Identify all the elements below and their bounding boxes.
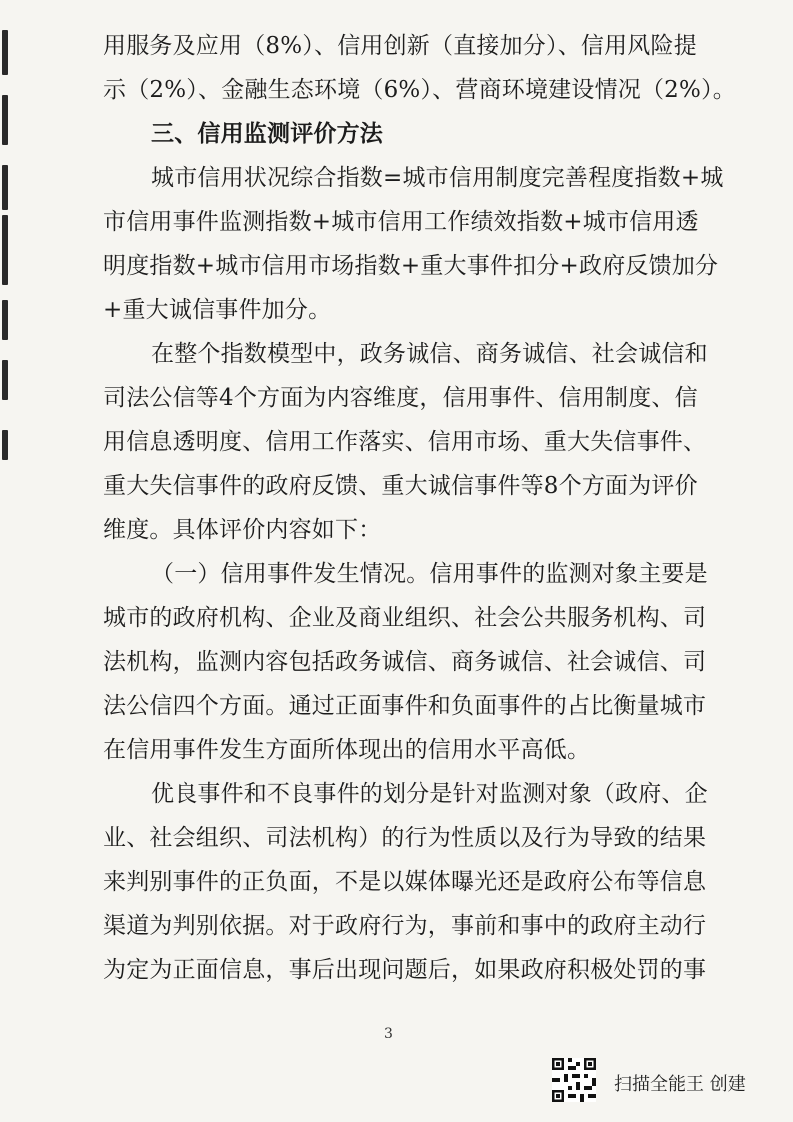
body-line: 维度。具体评价内容如下： (103, 517, 382, 543)
body-line: 用信息透明度、信用工作落实、信用市场、重大失信事件、 (103, 429, 707, 455)
body-line: 渠道为判别依据。对于政府行为，事前和事中的政府主动行 (103, 913, 707, 939)
body-line: 来判别事件的正负面，不是以媒体曝光还是政府公布等信息 (103, 869, 707, 895)
body-line: 优良事件和不良事件的划分是针对监测对象（政府、企 (151, 781, 708, 807)
body-line: 重大失信事件的政府反馈、重大诚信事件等8个方面为评价 (103, 473, 698, 499)
section-heading: 三、信用监测评价方法 (151, 120, 383, 147)
body-line: 城市的政府机构、企业及商业组织、社会公共服务机构、司 (103, 605, 707, 631)
body-line: 法公信四个方面。通过正面事件和负面事件的占比衡量城市 (103, 693, 707, 719)
scanner-watermark (552, 1058, 782, 1108)
body-line: 业、社会组织、司法机构）的行为性质以及行为导致的结果 (103, 825, 707, 851)
body-line: 示（2%）、金融生态环境（6%）、营商环境建设情况（2%）。 (103, 77, 736, 103)
binding-edge (0, 0, 14, 1122)
body-line: 法机构，监测内容包括政务诚信、商务诚信、社会诚信、司 (103, 649, 707, 675)
qr-code-icon (552, 1058, 596, 1102)
page-number: 3 (384, 1026, 393, 1042)
body-line: 城市信用状况综合指数=城市信用制度完善程度指数+城 (151, 165, 724, 191)
body-line: +重大诚信事件加分。 (103, 297, 332, 323)
body-line: 市信用事件监测指数+城市信用工作绩效指数+城市信用透 (103, 209, 699, 235)
body-line: 明度指数+城市信用市场指数+重大事件扣分+政府反馈加分 (103, 253, 719, 279)
body-line: 用服务及应用（8%）、信用创新（直接加分）、信用风险提 (103, 33, 697, 59)
body-line: 为定为正面信息，事后出现问题后，如果政府积极处罚的事 (103, 957, 707, 983)
body-line: （一）信用事件发生情况。信用事件的监测对象主要是 (151, 561, 708, 587)
scanner-brand-text: 扫描全能王 创建 (614, 1074, 746, 1095)
body-line: 在整个指数模型中，政务诚信、商务诚信、社会诚信和 (151, 341, 708, 367)
body-line: 在信用事件发生方面所体现出的信用水平高低。 (103, 737, 591, 763)
body-line: 司法公信等4个方面为内容维度，信用事件、信用制度、信 (103, 385, 698, 411)
